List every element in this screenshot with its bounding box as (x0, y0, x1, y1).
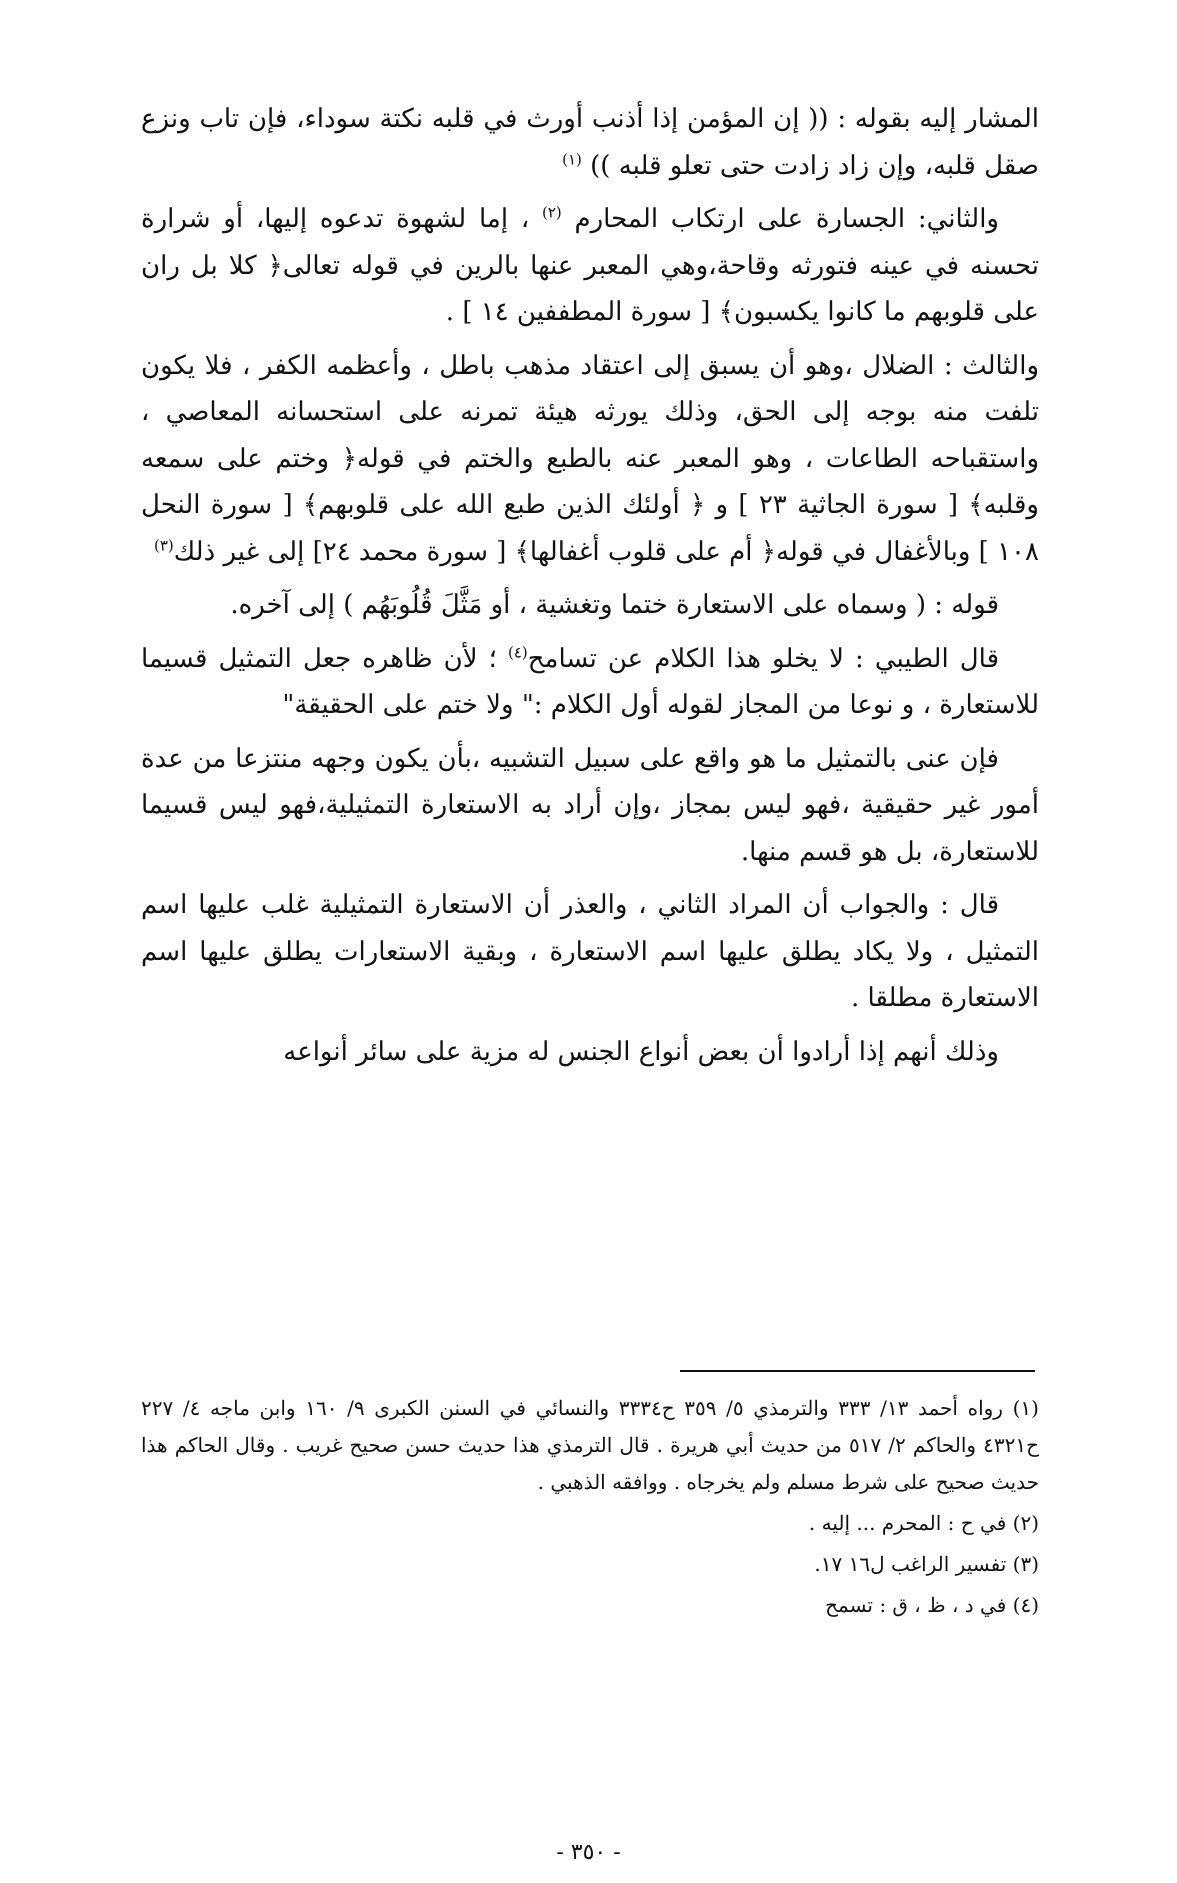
paragraph: والثاني: الجسارة على ارتكاب المحارم $^{(٢)}$ ، إما لشهوة تدعوه إليها، أو شرارة تحسنه في عينه فتورثه وقاحة،وهي المعبر عنها بالرين في قوله تعالى﴿ كلا بل ران على قلوبهم ما كانوا يكسبون﴾ [ سورة المطففين ١٤ ] . (141, 203, 1039, 327)
paragraph: المشار إليه بقوله : (( إن المؤمن إذا أذنب أورث في قلبه نكتة سوداء، فإن تاب ونزع صقل قلبه، وإن زاد زادت حتى تعلو قلبه )) $^{(١)}$ (141, 104, 1039, 181)
footnote-marker: (٢) (541, 203, 562, 222)
paragraph: قال الطيبي : لا يخلو هذا الكلام عن تسامح$^{(٤)}$ ؛ لأن ظاهره جعل التمثيل قسيما للاستعارة ، و نوعا من المجاز لقوله أول الكلام :" ولا ختم على الحقيقة" (141, 642, 1039, 720)
footnotes (141, 1390, 1039, 1628)
footnote-separator (680, 1370, 1035, 1372)
paragraph: فإن عنى بالتمثيل ما هو واقع على سبيل التشبيه ،بأن يكون وجهه منتزعا من عدة أمور غير حقيقية ،فهو ليس بمجاز ،وإن أراد به الاستعارة التمثيلية،فهو ليس قسيما للاستعارة، بل هو قسم منها. (141, 743, 1039, 867)
paragraph: والثالث : الضلال ،وهو أن يسبق إلى اعتقاد مذهب باطل ، وأعظمه الكفر ، فلا يكون تلفت منه بوجه إلى الحق، وذلك يورثه هيئة تمرنه على استحسانه المعاصي ، واستقباحه الطاعات ، وهو المعبر عنه بالطبع والختم في قوله﴿ وختم على سمعه وقلبه﴾ [ سورة الجاثية ٢٣ ] و ﴿ أولئك الذين طبع الله على قلوبهم﴾ [ سورة النحل ١٠٨ ] وبالأغفال في قوله﴿ أم على قلوب أغفالها﴾ [ سورة محمد ٢٤] إلى غير ذلك$^{(٣)}$ (141, 350, 1039, 567)
page-number: - ٣٥٠ - (556, 1840, 621, 1865)
paragraph: وذلك أنهم إذا أرادوا أن بعض أنواع الجنس له مزية على سائر أنواعه (283, 1036, 999, 1067)
paragraph: قوله : ( وسماه على الاستعارة ختما وتغشية ، أو مَثَّلَ قُلُوبَهُم ) إلى آخره. (230, 590, 999, 620)
footnote-marker: (١) (562, 149, 582, 168)
paragraph: قال : والجواب أن المراد الثاني ، والعذر أن الاستعارة التمثيلية غلب عليها اسم التمثيل ، ولا يكاد يطلق عليها اسم الاستعارة ، وبقية الاستعارات يطلق عليها اسم الاستعارة مطلقا . (141, 890, 1039, 1013)
main-text (141, 96, 1039, 1082)
footnote: (٢) في ح : المحرم ... إليه . (808, 1511, 1039, 1535)
footnote-marker: (٣) (153, 535, 174, 554)
footnote-marker: (٤) (507, 642, 528, 661)
footnote: (١) رواه أحمد ١٣/ ٣٣٣ والترمذي ٥/ ٣٥٩ ح٣٣٣٤ والنسائي في السنن الكبرى ٩/ ١٦٠ وابن ماجه ٤/ ٢٢٧ ح٤٣٢١ والحاكم ٢/ ٥١٧ من حديث أبي هريرة . قال الترمذي هذا حديث حسن صحيح غريب . وقال الحاكم هذا حديث صحيح على شرط مسلم ولم يخرجاه . ووافقه الذهبي . (141, 1396, 1040, 1494)
footnote: (٤) في د ، ظ ، ق : تسمح (825, 1593, 1039, 1617)
footnote: (٣) تفسير الراغب ل١٦ ١٧. (814, 1552, 1039, 1576)
